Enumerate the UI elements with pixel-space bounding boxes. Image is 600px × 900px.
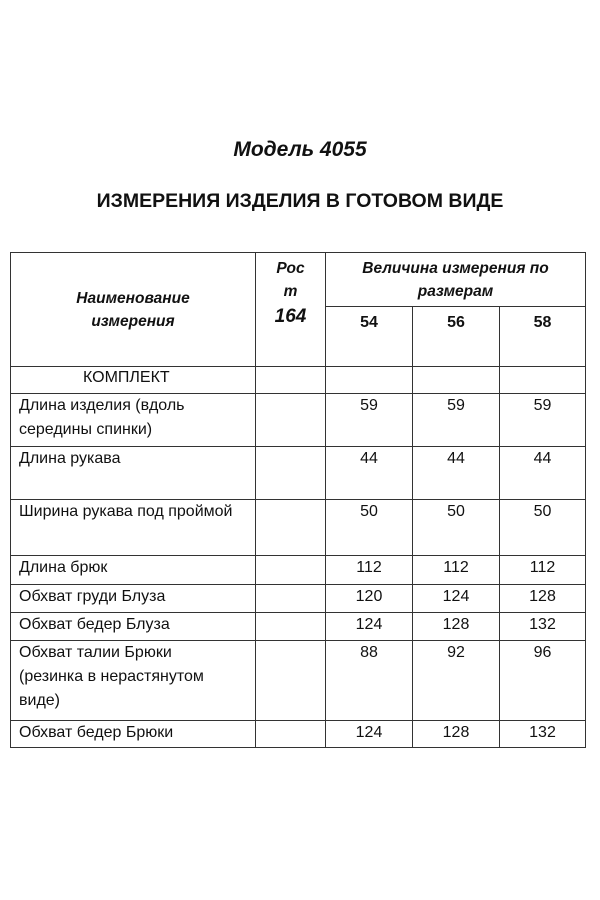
row-value: 50 [326,500,413,556]
table-row [11,585,586,613]
table-row [11,641,586,721]
row-name: Ширина рукава под проймой [11,500,256,556]
row-value: 44 [413,447,500,500]
empty-cell [326,367,413,394]
size-header: 54 [326,307,413,367]
row-value: 120 [326,585,413,613]
size-header: 56 [413,307,500,367]
header-height-label-1: Рос [276,260,305,277]
empty-cell [413,367,500,394]
header-height-value: 164 [274,306,307,327]
row-name: Обхват бедер Блуза [11,613,256,641]
header-name-label: Наименование измерения [76,289,190,330]
empty-cell [256,500,326,556]
empty-cell [256,556,326,585]
table-row [11,721,586,748]
empty-cell [256,447,326,500]
measurements-table [10,252,586,748]
row-name: Длина брюк [11,556,256,585]
empty-cell [256,585,326,613]
size-header: 58 [500,307,586,367]
row-value: 59 [500,394,586,447]
row-value: 132 [500,721,586,748]
row-value: 44 [500,447,586,500]
row-value: 124 [326,613,413,641]
header-sizes-group-label: Величина измерения по размерам [362,260,549,300]
empty-cell [256,613,326,641]
table-row [11,500,586,556]
table-row [11,556,586,585]
row-value: 96 [500,641,586,721]
empty-cell [256,367,326,394]
page-heading: ИЗМЕРЕНИЯ ИЗДЕЛИЯ В ГОТОВОМ ВИДЕ [96,190,504,212]
row-value: 92 [413,641,500,721]
empty-cell [256,721,326,748]
row-value: 112 [500,556,586,585]
empty-cell [256,641,326,721]
row-value: 128 [413,613,500,641]
row-value: 50 [413,500,500,556]
row-value: 59 [326,394,413,447]
row-value: 44 [326,447,413,500]
empty-cell [500,367,586,394]
row-name: Длина изделия (вдоль середины спинки) [11,394,256,447]
table-row [11,447,586,500]
row-value: 128 [413,721,500,748]
row-value: 124 [413,585,500,613]
row-value: 132 [500,613,586,641]
row-name: Обхват талии Брюки (резинка в нерастянутом виде) [11,641,256,721]
row-value: 88 [326,641,413,721]
table-row [11,613,586,641]
row-value: 112 [413,556,500,585]
table-row [11,394,586,447]
model-title: Модель 4055 [233,138,367,161]
row-value: 59 [413,394,500,447]
row-name: Обхват бедер Брюки [11,721,256,748]
header-sizes-group [326,253,586,307]
row-name: Длина рукава [11,447,256,500]
section-label: КОМПЛЕКТ [11,367,256,394]
row-value: 112 [326,556,413,585]
empty-cell [256,394,326,447]
header-height-label-2: т [283,283,298,300]
row-value: 124 [326,721,413,748]
row-name: Обхват груди Блуза [11,585,256,613]
row-value: 128 [500,585,586,613]
header-height-cell [256,253,326,367]
row-value: 50 [500,500,586,556]
header-name-cell [11,253,256,367]
